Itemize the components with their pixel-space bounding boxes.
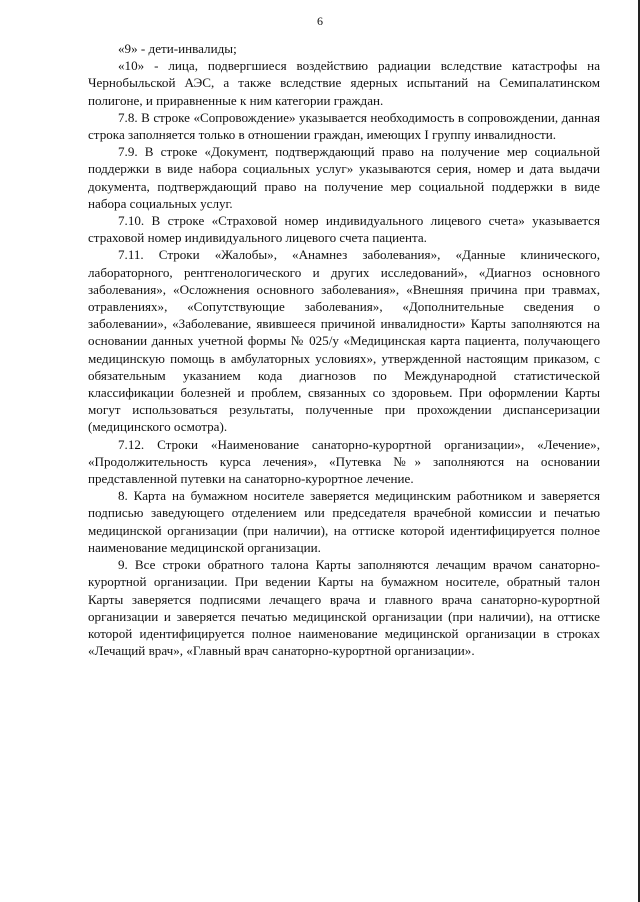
paragraph-7-9: 7.9. В строке «Документ, подтверждающий право на получение мер социальной поддержки в виде набора социальных услуг» указываются серия, номер и дата выдачи документа, подтверждающий право на получение мер социальной поддержки в виде набора социальных услуг. — [88, 144, 600, 211]
paragraph-7-11: 7.11. Строки «Жалобы», «Анамнез заболевания», «Данные клинического, лабораторного, рентгенологического и других исследований», «Диагноз основного заболевания», «Осложнения основного заболевания», «Внешняя причина при травмах, отравлениях», «Сопутствующие заболевания», «Дополнительные сведения о заболевании», «Заболевание, явившееся причиной инвалидности» Карты заполняются на основании данных учетной формы № 025/у «Медицинская карта пациента, получающего медицинскую помощь в амбулаторных условиях», утвержденной настоящим приказом, с обязательным указанием кода диагнозов по Международной статистической классификации болезней и проблем, связанных со здоровьем. При оформлении Карты могут использоваться результаты, полученные при прохождении диспансеризации (медицинского осмотра). — [88, 247, 600, 435]
paragraph-7-12: 7.12. Строки «Наименование санаторно-курортной организации», «Лечение», «Продолжительность курса лечения», «Путевка №» заполняются на основании представленной путевки на санаторно-курортное лечение. — [88, 436, 600, 487]
paragraph-9: 9. Все строки обратного талона Карты заполняются лечащим врачом санаторно-курортной организации. При ведении Карты на бумажном носителе, обратный талон Карты заверяется подписями лечащего врача и главного врача санаторно-курортной организации и заверяется печатью медицинской организации (при наличии), на оттиске которой идентифицируется полное наименование медицинской организации в строках «Лечащий врач», «Главный врач санаторно-курортной организации». — [88, 557, 600, 659]
paragraph-8: 8. Карта на бумажном носителе заверяется медицинским работником и заверяется подписью заведующего отделением или председателя врачебной комиссии и печатью медицинской организации (при наличии), на оттиске которой идентифицируется полное наименование медицинской организации. — [88, 488, 600, 555]
paragraph-item-9: «9» - дети-инвалиды; — [118, 41, 237, 56]
paragraph-7-8: 7.8. В строке «Сопровождение» указывается необходимость в сопровождении, данная строка заполняется только в отношении граждан, имеющих I группу инвалидности. — [88, 109, 600, 143]
paragraph-7-10: 7.10. В строке «Страховой номер индивидуального лицевого счета» указывается страховой номер индивидуального лицевого счета пациента. — [88, 213, 600, 246]
paragraph-item-10: «10» - лица, подвергшиеся воздействию радиации вследствие катастрофы на Чернобыльской АЭС, а также вследствие ядерных испытаний на Семипалатинском полигоне, и приравненные к ним категории граждан. — [88, 58, 600, 108]
document-body — [88, 40, 600, 659]
page-number: 6 — [317, 14, 323, 28]
